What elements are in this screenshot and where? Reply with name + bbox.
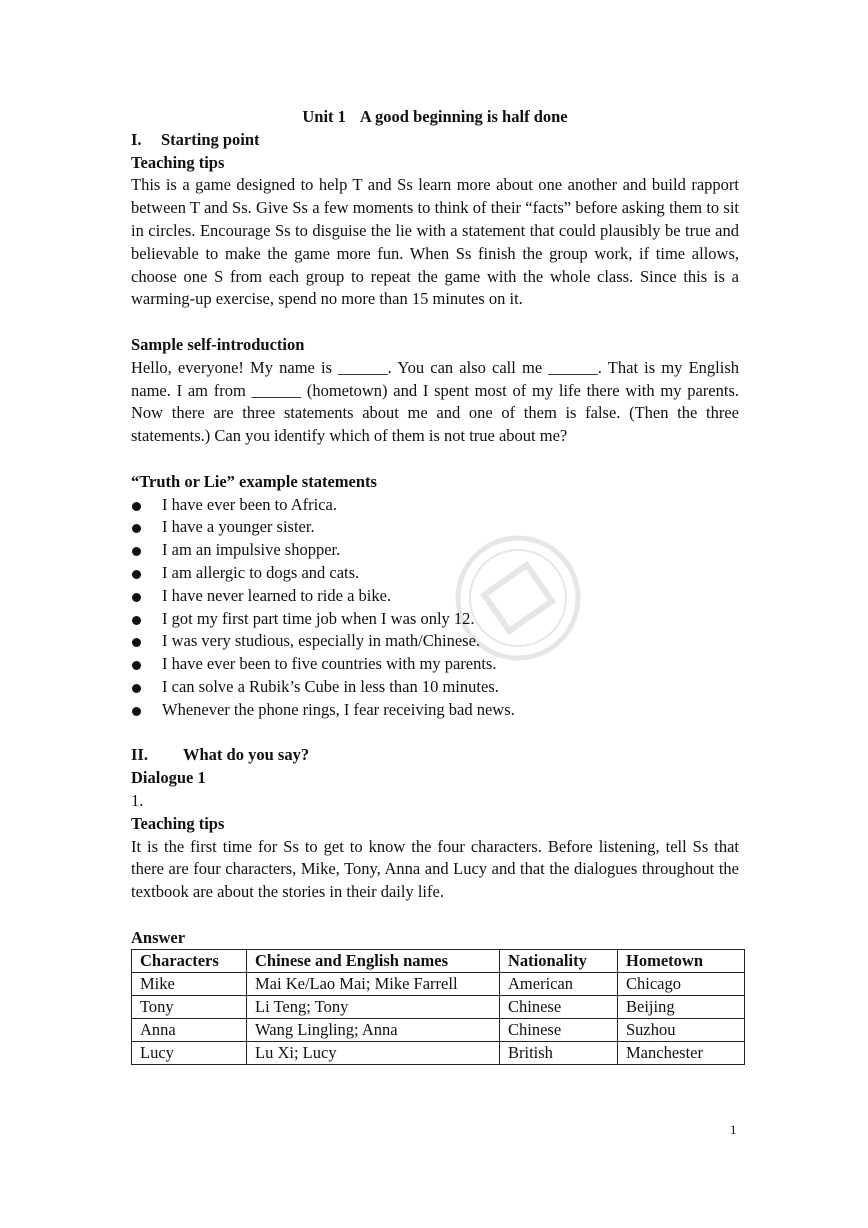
- table-cell: Tony: [132, 996, 247, 1019]
- list-item: I got my first part time job when I was only 12.: [131, 608, 739, 631]
- column-header: Nationality: [500, 950, 618, 973]
- list-item: I was very studious, especially in math/Chinese.: [131, 630, 739, 653]
- bullet-icon: [132, 684, 141, 693]
- table-cell: Chinese: [500, 1019, 618, 1042]
- section-title: What do you say?: [183, 745, 310, 765]
- bullet-icon: [132, 593, 141, 602]
- column-header: Chinese and English names: [247, 950, 500, 973]
- unit-title: A good beginning is half done: [359, 107, 568, 126]
- table-cell: Wang Lingling; Anna: [247, 1019, 500, 1042]
- section-number: II.: [131, 745, 148, 765]
- truth-or-lie-heading: “Truth or Lie” example statements: [131, 471, 377, 491]
- item-number: 1.: [131, 790, 144, 810]
- bullet-icon: [132, 616, 141, 625]
- list-item: I can solve a Rubik’s Cube in less than 10 minutes.: [131, 676, 739, 699]
- bullet-icon: [132, 661, 141, 670]
- bullet-icon: [132, 570, 141, 579]
- bullet-icon: [132, 638, 141, 647]
- table-cell: Lu Xi; Lucy: [247, 1042, 500, 1065]
- bullet-icon: [132, 707, 141, 716]
- sample-heading: Sample self-introduction: [131, 334, 305, 354]
- table-cell: Anna: [132, 1019, 247, 1042]
- section-title: Starting point: [161, 129, 260, 149]
- list-item: I have ever been to Africa.: [131, 494, 739, 517]
- dialogue-heading: Dialogue 1: [131, 768, 206, 788]
- sample-paragraph: Hello, everyone! My name is ______. You can also call me ______. That is my English name. I am from ______ (hometown) and I spent most of my life there with my parents. Now there are three statements about me and one of them is false. (Then the three statements.) Can you identify which of them is not true about me?: [131, 357, 739, 446]
- table-cell: Li Teng; Tony: [247, 996, 500, 1019]
- table-cell: Suzhou: [618, 1019, 745, 1042]
- list-item: I have never learned to ride a bike.: [131, 585, 739, 608]
- table-row: [132, 973, 745, 996]
- table-cell: Manchester: [618, 1042, 745, 1065]
- list-item: I have ever been to five countries with my parents.: [131, 653, 739, 676]
- answer-heading: Answer: [131, 927, 186, 947]
- table-cell: Mike: [132, 973, 247, 996]
- table-row: [132, 996, 745, 1019]
- answer-table: [131, 949, 745, 1065]
- table-cell: Lucy: [132, 1042, 247, 1065]
- table-cell: Beijing: [618, 996, 745, 1019]
- table-row: [132, 1042, 745, 1065]
- bullet-icon: [132, 524, 141, 533]
- page-number: 1: [730, 1122, 737, 1137]
- table-header-row: [132, 950, 745, 973]
- table-cell: British: [500, 1042, 618, 1065]
- list-item: I am allergic to dogs and cats.: [131, 562, 739, 585]
- section-number: I.: [131, 129, 142, 149]
- list-item: I have a younger sister.: [131, 516, 739, 539]
- teaching-tips-heading: Teaching tips: [131, 152, 225, 172]
- column-header: Hometown: [618, 950, 745, 973]
- table-cell: American: [500, 973, 618, 996]
- section-heading-1: [131, 129, 739, 152]
- list-item: Whenever the phone rings, I fear receiving bad news.: [131, 699, 739, 722]
- column-header: Characters: [132, 950, 247, 973]
- table-cell: Chicago: [618, 973, 745, 996]
- table-cell: Chinese: [500, 996, 618, 1019]
- teaching-tips-paragraph: This is a game designed to help T and Ss learn more about one another and build rapport between T and Ss. Give Ss a few moments to think of their “facts” before asking them to sit in circles. Encourage Ss to disguise the lie with a statement that could plausibly be true and believable to make the game more fun. When Ss finish the group work, if time allows, choose one S from each group to repeat the game with the whole class. Since this is a warming-up exercise, spend no more than 15 minutes on it.: [131, 175, 739, 309]
- section-heading-2: [131, 744, 739, 767]
- table-row: [132, 1019, 745, 1042]
- page-content: [131, 106, 739, 1065]
- statement-list: [131, 494, 739, 722]
- bullet-icon: [132, 547, 141, 556]
- unit-label: Unit 1: [302, 107, 346, 126]
- teaching-tips-paragraph-2: It is the first time for Ss to get to know the four characters. Before listening, tell Ss that there are four characters, Mike, Tony, Anna and Lucy and that the dialogues throughout the textbook are about the stories in their daily life.: [131, 836, 739, 902]
- table-cell: Mai Ke/Lao Mai; Mike Farrell: [247, 973, 500, 996]
- list-item: I am an impulsive shopper.: [131, 539, 739, 562]
- teaching-tips-heading-2: Teaching tips: [131, 813, 225, 833]
- page-title: [131, 106, 739, 129]
- bullet-icon: [132, 502, 141, 511]
